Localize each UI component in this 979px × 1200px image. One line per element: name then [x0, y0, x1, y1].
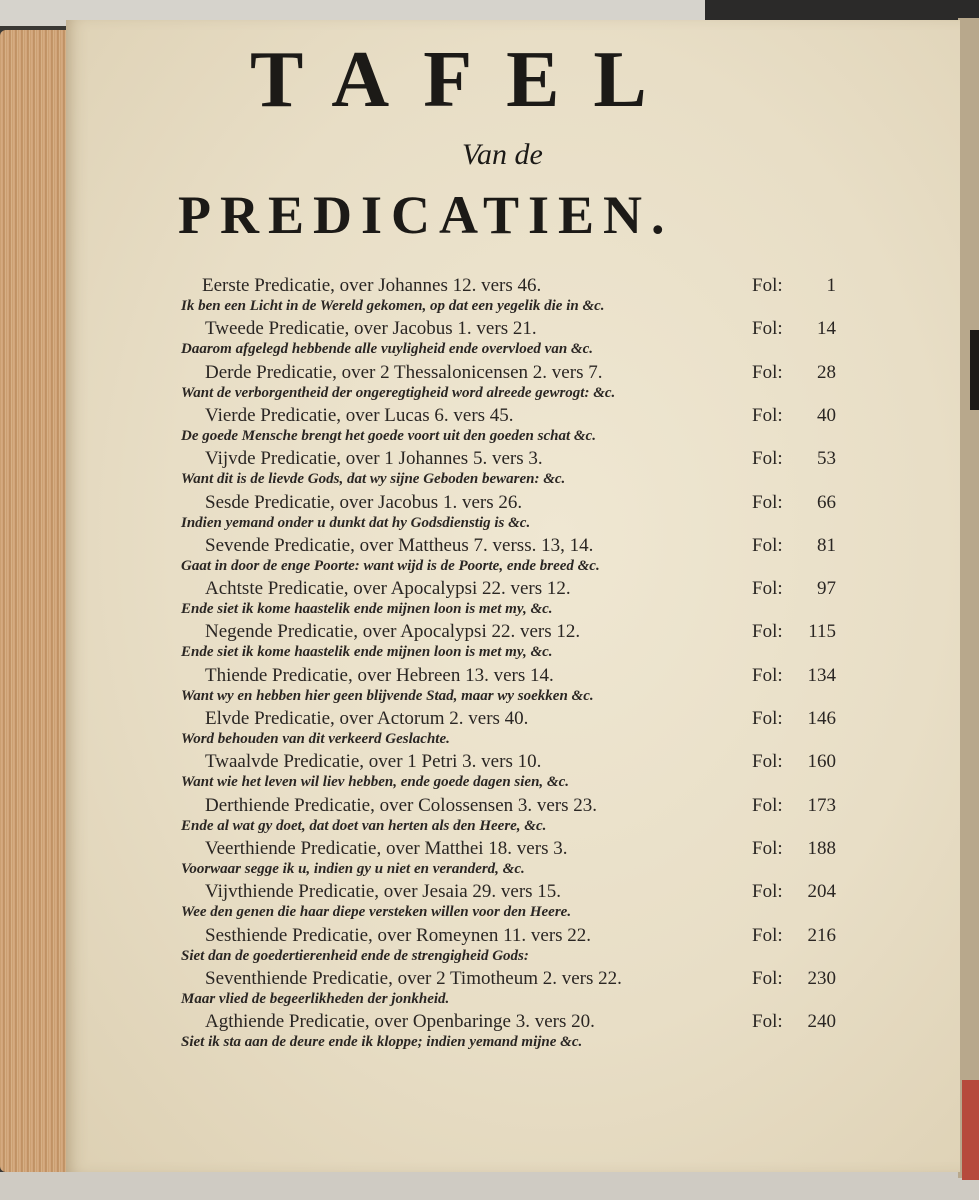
entry-folio-number: 188	[807, 837, 836, 859]
entry-folio-number: 1	[826, 275, 836, 296]
entry-quote: Ende al wat gy doet, dat doet van herten als den Heere, &c.	[181, 817, 547, 834]
entry-fol-label: Fol:	[752, 881, 783, 903]
entry-quote: Word behouden van dit verkeerd Geslachte.	[181, 731, 450, 747]
entry-heading: Derthiende Predicatie, over Colossensen 3. vers 23.	[205, 794, 598, 816]
entry-quote: Want wy en hebben hier geen blijvende Stad, maar wy soekken &c.	[181, 687, 594, 704]
book-cover-red-edge	[962, 1080, 979, 1180]
entry-heading: Sesde Predicatie, over Jacobus 1. vers 26.	[205, 491, 523, 513]
entry-folio-number: 240	[807, 1011, 836, 1033]
entry-quote: Want de verborgentheid der ongeregtigheid word alreede gewrogt: &c.	[181, 384, 616, 401]
entry-fol-label: Fol:	[752, 664, 783, 686]
entry-fol-label: Fol:	[752, 534, 783, 556]
entry-heading: Veerthiende Predicatie, over Matthei 18. vers 3.	[205, 837, 568, 859]
entry-folio-number: 53	[817, 448, 836, 470]
entry-fol-label: Fol:	[752, 361, 783, 383]
entry-heading: Twaalvde Predicatie, over 1 Petri 3. vers 10.	[205, 751, 542, 773]
entry-heading: Agthiende Predicatie, over Openbaringe 3. vers 20.	[205, 1011, 595, 1033]
entry-folio-number: 173	[807, 794, 836, 816]
entry-quote: Indien yemand onder u dunkt dat hy Godsdienstig is &c.	[181, 514, 531, 531]
entry-heading: Achtste Predicatie, over Apocalypsi 22. vers 12.	[205, 578, 571, 600]
entry-heading: Elvde Predicatie, over Actorum 2. vers 40.	[205, 708, 529, 729]
entry-folio-number: 230	[807, 967, 836, 989]
entry-fol-label: Fol:	[752, 491, 783, 513]
entry-heading: Thiende Predicatie, over Hebreen 13. vers 14.	[205, 664, 554, 686]
entry-folio-number: 134	[807, 664, 836, 686]
entry-fol-label: Fol:	[752, 578, 783, 600]
entry-heading: Seventhiende Predicatie, over 2 Timotheum 2. vers 22.	[205, 967, 622, 989]
entry-folio-number: 28	[817, 361, 836, 383]
entry-fol-label: Fol:	[752, 751, 783, 773]
entry-fol-label: Fol:	[752, 794, 783, 816]
entry-quote: Want dit is de lievde Gods, dat wy sijne Geboden bewaren: &c.	[181, 471, 566, 488]
entry-folio-number: 97	[817, 578, 836, 600]
entry-quote: Wee den genen die haar diepe versteken willen voor den Heere.	[181, 904, 572, 921]
entry-heading: Vijvthiende Predicatie, over Jesaia 29. vers 15.	[205, 881, 562, 903]
entry-quote: De goede Mensche brengt het goede voort uit den goeden schat &c.	[181, 427, 596, 444]
page-title: TAFEL	[250, 36, 681, 124]
page-title-line2: PREDICATIEN.	[178, 185, 674, 245]
backdrop-bottom	[0, 1172, 979, 1200]
entry-heading: Vierde Predicatie, over Lucas 6. vers 45.	[205, 404, 514, 426]
entry-quote: Voorwaar segge ik u, indien gy u niet en veranderd, &c.	[181, 860, 525, 877]
entry-fol-label: Fol:	[752, 318, 783, 340]
entry-heading: Tweede Predicatie, over Jacobus 1. vers 21.	[205, 318, 537, 340]
entry-heading: Sevende Predicatie, over Mattheus 7. verss. 13, 14.	[205, 534, 594, 556]
book-cover-right	[958, 18, 979, 1178]
entry-fol-label: Fol:	[752, 837, 783, 859]
book-cover-band	[970, 330, 979, 410]
entry-quote: Want wie het leven wil liev hebben, ende goede dagen sien, &c.	[181, 774, 570, 791]
entry-quote: Maar vlied de begeerlikheden der jonkheid.	[181, 990, 450, 1007]
entry-heading: Eerste Predicatie, over Johannes 12. vers 46.	[202, 275, 542, 296]
entry-quote: Siet ik sta aan de deure ende ik kloppe; indien yemand mijne &c.	[181, 1034, 583, 1051]
entry-heading: Derde Predicatie, over 2 Thessalonicensen 2. vers 7.	[205, 361, 603, 383]
entry-quote: Siet dan de goedertierenheid ende de strengigheid Gods:	[181, 947, 529, 964]
entry-fol-label: Fol:	[752, 967, 783, 989]
backdrop-strip	[705, 0, 979, 22]
entry-folio-number: 81	[817, 534, 836, 556]
entry-quote: Gaat in door de enge Poorte: want wijd is de Poorte, ende breed &c.	[181, 557, 600, 574]
entry-folio-number: 14	[817, 318, 836, 340]
entry-heading: Negende Predicatie, over Apocalypsi 22. vers 12.	[205, 621, 581, 643]
entry-fol-label: Fol:	[752, 924, 783, 946]
entry-folio-number: 204	[807, 881, 836, 903]
entry-quote: Ik ben een Licht in de Wereld gekomen, op dat een yegelik die in &c.	[181, 298, 605, 314]
entry-quote: Ende siet ik kome haastelik ende mijnen loon is met my, &c.	[181, 644, 553, 661]
entry-fol-label: Fol:	[752, 448, 783, 470]
entry-folio-number: 40	[817, 404, 836, 426]
entry-fol-label: Fol:	[752, 275, 783, 296]
entry-heading: Sesthiende Predicatie, over Romeynen 11. vers 22.	[205, 924, 592, 946]
entry-folio-number: 66	[817, 491, 836, 513]
page-subtitle: Van de	[462, 138, 543, 171]
entry-fol-label: Fol:	[752, 708, 783, 729]
entry-fol-label: Fol:	[752, 1011, 783, 1033]
entry-folio-number: 146	[807, 708, 836, 729]
entry-folio-number: 160	[807, 751, 836, 773]
entry-fol-label: Fol:	[752, 621, 783, 643]
entry-folio-number: 115	[808, 621, 836, 643]
entry-folio-number: 216	[807, 924, 836, 946]
entry-fol-label: Fol:	[752, 404, 783, 426]
page-edges	[0, 30, 70, 1172]
entry-heading: Vijvde Predicatie, over 1 Johannes 5. vers 3.	[205, 448, 543, 470]
entry-quote: Daarom afgelegd hebbende alle vuyligheid ende overvloed van &c.	[181, 341, 593, 358]
entry-quote: Ende siet ik kome haastelik ende mijnen loon is met my, &c.	[181, 601, 553, 618]
